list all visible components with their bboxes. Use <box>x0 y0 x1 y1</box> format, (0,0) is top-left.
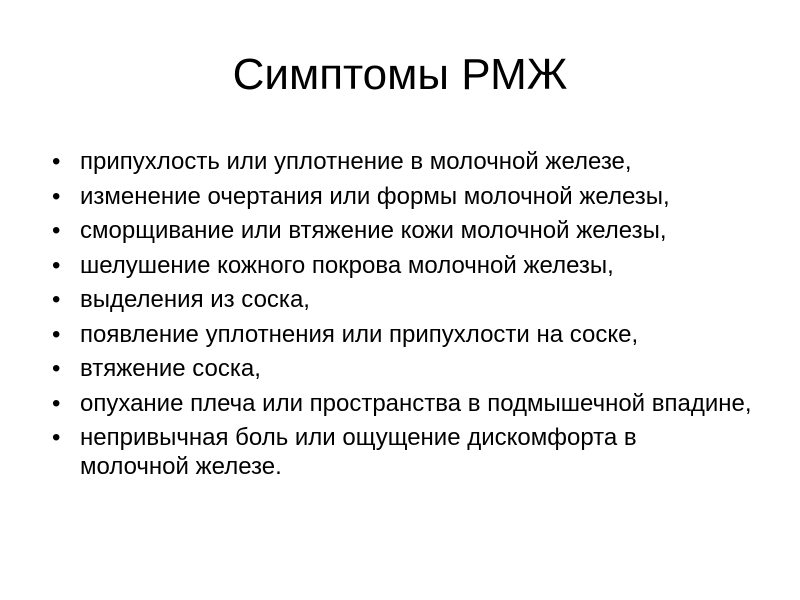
bullet-icon: • <box>52 424 61 451</box>
bullet-icon: • <box>52 148 61 175</box>
list-item <box>52 216 752 245</box>
bullet-icon: • <box>52 355 61 382</box>
list-item <box>52 423 752 481</box>
list-item <box>52 389 752 418</box>
list-item-text: припухлость или уплотнение в молочной железе, <box>80 148 632 175</box>
list-item <box>52 182 752 211</box>
slide-title: Симптомы РМЖ <box>232 50 568 99</box>
list-item-text: шелушение кожного покрова молочной железы, <box>80 251 614 279</box>
list-item <box>52 147 752 176</box>
bullet-icon: • <box>52 286 61 313</box>
list-item <box>52 320 752 349</box>
list-item-text: сморщивание или втяжение кожи молочной железы, <box>80 217 667 244</box>
symptom-list <box>52 147 752 487</box>
list-item-text: опухание плеча или пространства в подмышечной впадине, <box>80 389 752 417</box>
list-item-text: непривычная боль или ощущение дискомфорта в молочной железе. <box>80 424 637 480</box>
list-item <box>52 251 752 280</box>
list-item-text: появление уплотнения или припухлости на соске, <box>80 320 639 348</box>
bullet-icon: • <box>52 320 61 348</box>
list-item-text: выделения из соска, <box>80 286 310 313</box>
list-item <box>52 285 752 314</box>
list-item <box>52 354 752 383</box>
bullet-icon: • <box>52 389 61 417</box>
list-item-text: втяжение соска, <box>80 355 261 382</box>
bullet-icon: • <box>52 182 61 210</box>
bullet-icon: • <box>52 251 61 279</box>
list-item-text: изменение очертания или формы молочной железы, <box>80 182 670 210</box>
bullet-icon: • <box>52 217 61 244</box>
